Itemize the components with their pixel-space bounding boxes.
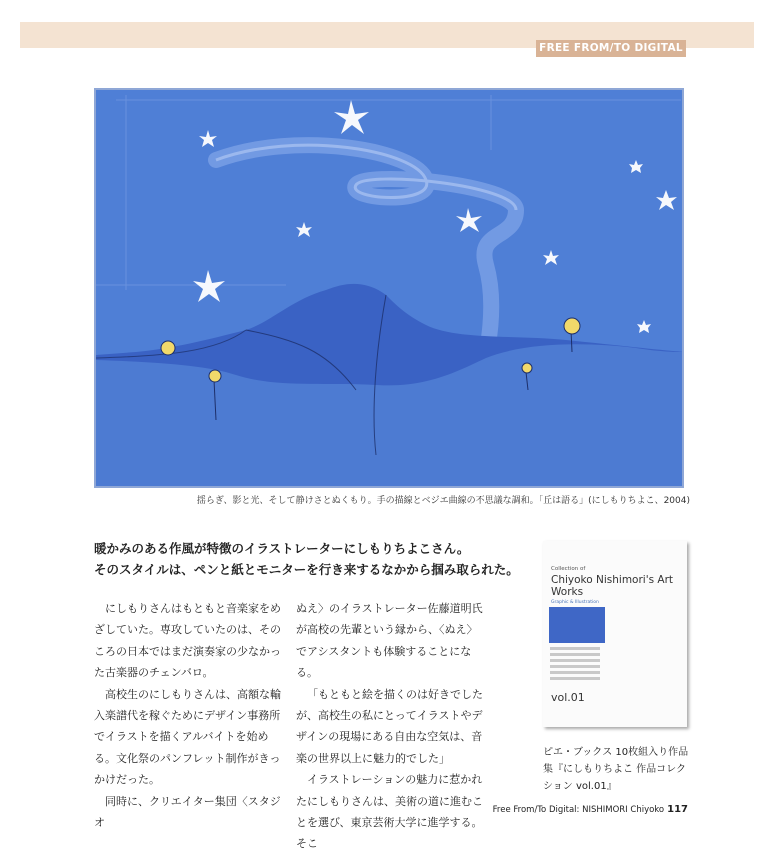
book-cover-image xyxy=(549,607,605,643)
book-small-label: Collection of xyxy=(551,566,586,572)
body-paragraph: ぬえ〉のイラストレーター佐藤道明氏が高校の先輩という縁から、〈ぬえ〉でアシスタントも体験することになる。 xyxy=(296,602,483,680)
book-volume: vol.01 xyxy=(551,691,585,704)
artwork-illustration xyxy=(94,88,684,488)
section-label: FREE FROM/TO DIGITAL xyxy=(536,40,686,57)
lead-line: そのスタイルは、ペンと紙とモニターを行き来するなかから掴み取られた。 xyxy=(94,562,519,577)
book-text-lines xyxy=(550,647,600,683)
body-paragraph: 高校生のにしもりさんは、高額な輸入楽譜代を稼ぐためにデザイン事務所でイラストを描くアルバイトを始める。文化祭のパンフレット制作がきっかけだった。 xyxy=(94,687,281,787)
body-paragraph: にしもりさんはもともと音楽家をめざしていた。専攻していたのは、そのころの日本ではまだ演奏家の少なかった古楽器のチェンバロ。 xyxy=(94,602,281,680)
body-paragraph: イラストレーションの魅力に惹かれたにしもりさんは、美術の道に進むことを選び、東京芸術大学に進学する。そこ xyxy=(296,773,483,851)
lead-line: 暖かみのある作風が特徴のイラストレーターにしもりちよこさん。 xyxy=(94,541,470,556)
book-subtitle: Graphic & Illustration xyxy=(551,600,599,605)
book-cover xyxy=(543,541,687,727)
body-column-1 xyxy=(94,598,282,833)
book-title: Chiyoko Nishimori's Art Works xyxy=(551,574,674,598)
book-caption: ピエ・ブックス 10枚組入り作品集『にしもりちよこ 作品コレクション vol.01』 xyxy=(543,747,689,792)
body-column-2 xyxy=(296,598,484,855)
artwork-caption: 揺らぎ、影と光、そして静けさとぬくもり。手の描線とベジエ曲線の不思議な調和。「丘は語る」(にしもりちよこ、2004) xyxy=(196,496,690,506)
page-number: 117 xyxy=(667,804,688,815)
lead-text xyxy=(94,538,524,580)
running-title: Free From/To Digital: NISHIMORI Chiyoko xyxy=(492,805,665,815)
body-paragraph: 「もともと絵を描くのは好きでしたが、高校生の私にとってイラストやデザインの現場にある自由な空気は、音楽の世界以上に魅力的でした」 xyxy=(296,687,483,765)
page-footer xyxy=(480,804,688,815)
body-paragraph: 同時に、クリエイター集団〈スタジオ xyxy=(94,794,281,830)
